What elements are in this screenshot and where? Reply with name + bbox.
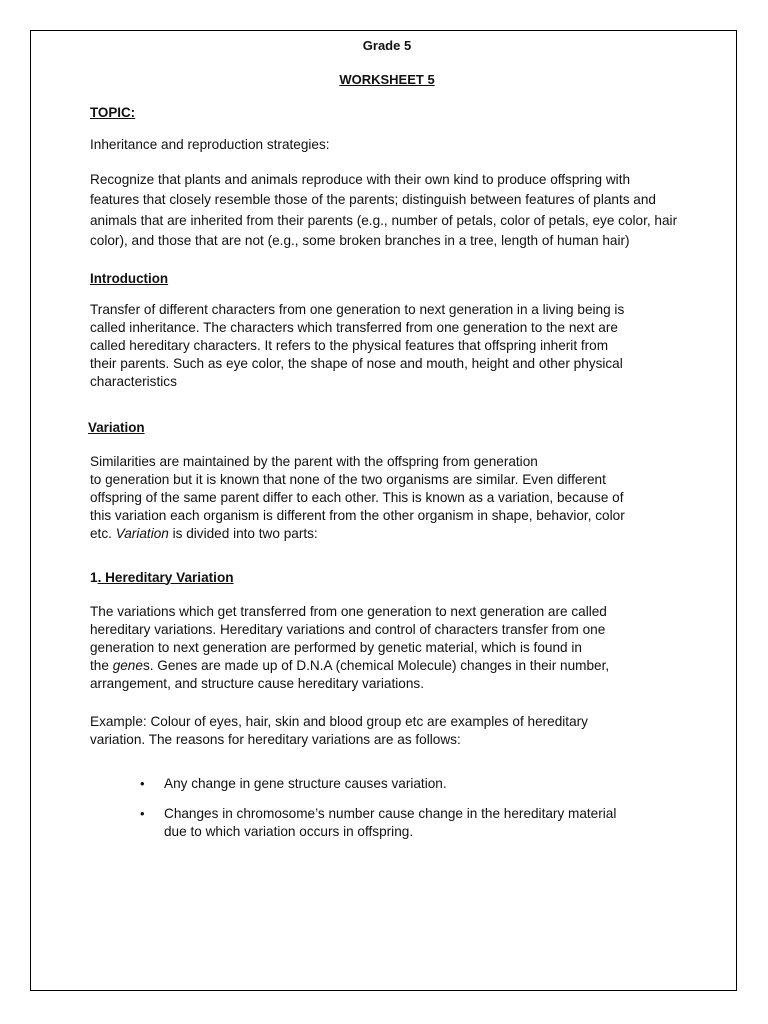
introduction-paragraph [90, 301, 680, 391]
list-item [90, 775, 680, 793]
genes-italic-word: gene [112, 657, 143, 673]
variation-line-last [90, 525, 680, 543]
hereditary-line: arrangement, and structure cause hereditary variations. [90, 675, 424, 691]
worksheet-document [90, 38, 680, 841]
list-item-line: due to which variation occurs in offspring. [164, 823, 414, 839]
hereditary-paragraph [90, 603, 680, 693]
variation-text: is divided into two parts: [168, 525, 318, 541]
grade-title: Grade 5 [362, 38, 412, 53]
introduction-line: characteristics [90, 373, 177, 389]
list-item-line: Any change in gene structure causes variation. [164, 775, 447, 791]
topic-title: Inheritance and reproduction strategies: [90, 137, 330, 152]
variation-line: to generation but it is known that none of the two organisms are similar. Even different [90, 471, 606, 487]
example-paragraph [90, 713, 680, 749]
variation-text: etc. [90, 525, 116, 541]
introduction-line: called inheritance. The characters which transferred from one generation to the next are [90, 319, 618, 335]
introduction-line: their parents. Such as eye color, the shape of nose and mouth, height and other physical [90, 355, 623, 371]
variation-line: Similarities are maintained by the parent with the offspring from generation [90, 453, 538, 469]
example-line: Example: Colour of eyes, hair, skin and blood group etc are examples of hereditary [90, 713, 588, 729]
topic-heading: TOPIC: [90, 105, 136, 120]
example-line: variation. The reasons for hereditary variations are as follows: [90, 731, 461, 747]
variation-italic-word: Variation [115, 525, 169, 541]
hereditary-number: 1 [90, 569, 98, 585]
hereditary-heading: . Hereditary Variation [97, 569, 234, 585]
hereditary-text: the [90, 657, 113, 673]
variation-heading: Variation [88, 419, 145, 435]
hereditary-genes-line [90, 657, 680, 675]
introduction-line: Transfer of different characters from one generation to next generation in a living being is [90, 301, 625, 317]
variation-line: offspring of the same parent differ to each other. This is known as a variation, because of [90, 489, 624, 505]
hereditary-line: The variations which get transferred from one generation to next generation are called [90, 603, 607, 619]
bullet-icon: • [140, 775, 145, 791]
introduction-line: called hereditary characters. It refers to the physical features that offspring inherit from [90, 337, 609, 353]
list-item [90, 805, 680, 841]
variation-paragraph [90, 453, 680, 543]
worksheet-title: WORKSHEET 5 [339, 72, 435, 87]
hereditary-heading-row [90, 569, 680, 586]
list-item-line: Changes in chromosome’s number cause change in the hereditary material [164, 805, 617, 821]
hereditary-text: s. Genes are made up of D.N.A (chemical Molecule) changes in their number, [142, 657, 610, 673]
topic-description: Recognize that plants and animals reproduce with their own kind to produce offspring with features that closely resemble those of the parents; distinguish between features of plants and animals that are inherited from their parents (e.g., number of petals, color of petals, eye color, hair color), and those that are not (e.g., some broken branches in a tree, length of human hair) [90, 171, 678, 248]
reasons-list [90, 775, 680, 841]
variation-line: this variation each organism is different from the other organism in shape, behavior, color [90, 507, 625, 523]
bullet-icon: • [140, 805, 145, 821]
hereditary-line: hereditary variations. Hereditary variations and control of characters transfer from one [90, 621, 606, 637]
hereditary-line: generation to next generation are performed by genetic material, which is found in [90, 639, 582, 655]
introduction-heading: Introduction [90, 270, 169, 286]
